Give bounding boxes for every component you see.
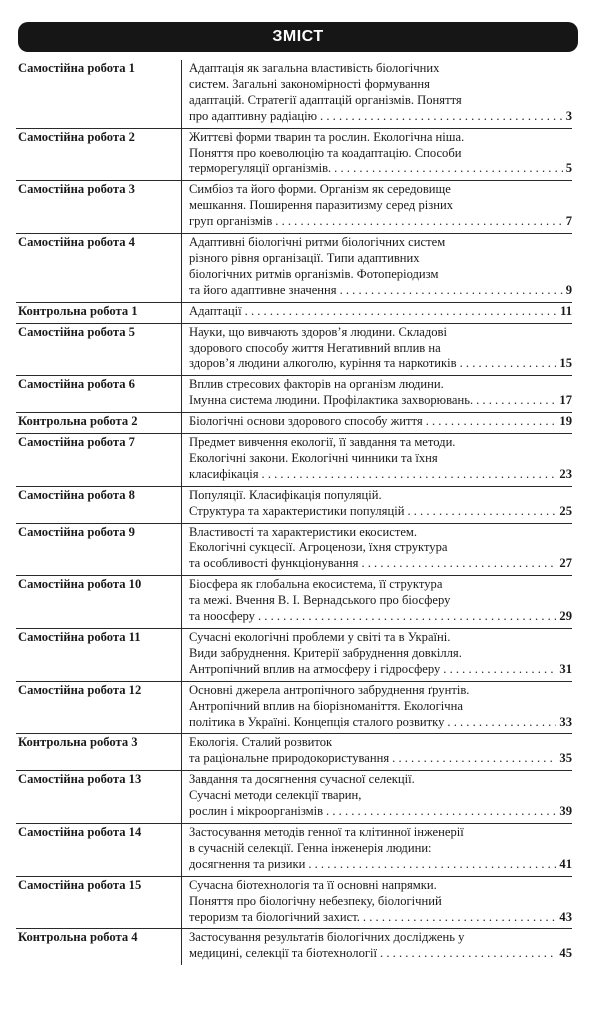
toc-entry (16, 181, 572, 234)
toc-entry-description (182, 523, 573, 576)
toc-description-last-line (189, 504, 572, 520)
toc-description-line: Популяції. Класифікація популяцій. (189, 487, 382, 502)
toc-description-line: Завдання та досягнення сучасної селекції. (189, 772, 415, 787)
dot-leader (447, 715, 556, 731)
toc-description-line: класифікація (189, 466, 259, 481)
toc-description-last-line (189, 109, 572, 125)
toc-description-line: Біосфера як глобальна екосистема, її структура (189, 577, 443, 592)
toc-description-last-line (189, 214, 572, 230)
dot-leader (245, 304, 557, 320)
toc-description-line: Предмет вивчення екології, її завдання та методи. (189, 435, 456, 450)
dot-leader (258, 609, 556, 625)
toc-description-last-line (189, 161, 572, 177)
dot-leader (363, 910, 556, 926)
toc-description-line: Екологічні закони. Екологічні чинники та їхня (189, 450, 438, 465)
dot-leader (275, 214, 562, 230)
toc-description-line: тероризм та біологічний захист. (189, 909, 360, 924)
toc-entry-label: Самостійна робота 6 (16, 376, 182, 413)
toc-description-line: про адаптивну радіацію (189, 108, 318, 123)
table-of-contents (16, 60, 572, 965)
toc-description-last-line (189, 609, 572, 625)
toc-entry (16, 302, 572, 323)
page-number: 11 (560, 303, 572, 318)
toc-description-line: здорового способу життя Негативний вплив на (189, 340, 441, 355)
toc-entry (16, 876, 572, 929)
toc-entry-description (182, 681, 573, 734)
toc-entry (16, 681, 572, 734)
toc-description-line: Екологічні сукцесії. Агроценози, їхня структура (189, 540, 448, 555)
dot-leader (380, 946, 556, 962)
toc-entry-description (182, 771, 573, 824)
page-number: 27 (559, 556, 572, 571)
toc-entry-description (182, 413, 573, 434)
toc-description-line: та межі. Вчення В. І. Вернадського про біосферу (189, 593, 451, 608)
toc-description-line: Адаптивні біологічні ритми біологічних систем (189, 235, 446, 250)
toc-entry (16, 128, 572, 181)
toc-entry-label: Самостійна робота 4 (16, 234, 182, 303)
toc-description-line: Сучасні методи селекції тварин, (189, 788, 362, 803)
toc-description-line: Поняття про коеволюцію та коадаптацію. Способи (189, 145, 462, 160)
toc-description-last-line (189, 356, 572, 372)
toc-description-last-line (189, 946, 572, 962)
toc-description-line: біологічних ритмів організмів. Фотоперіодизм (189, 266, 439, 281)
toc-description-last-line (189, 804, 572, 820)
toc-entry-label: Самостійна робота 1 (16, 60, 182, 128)
toc-entry (16, 413, 572, 434)
toc-description-line: медицині, селекції та біотехнології (189, 946, 378, 961)
toc-entry-description (182, 929, 573, 965)
toc-description-line: Сучасна біотехнологія та її основні напрямки. (189, 877, 437, 892)
dot-leader (361, 556, 556, 572)
page-number: 25 (559, 503, 572, 518)
toc-description-line: та його адаптивне значення (189, 282, 337, 297)
toc-entry (16, 823, 572, 876)
toc-entry (16, 523, 572, 576)
page-number: 3 (565, 108, 572, 123)
toc-entry-label: Контрольна робота 3 (16, 734, 182, 771)
toc-entry (16, 323, 572, 376)
toc-entry (16, 629, 572, 682)
toc-description-line: систем. Загальні закономірності формування (189, 76, 430, 91)
dot-leader (407, 504, 556, 520)
toc-description-line: терморегуляції організмів. (189, 161, 332, 176)
toc-entry-label: Самостійна робота 15 (16, 876, 182, 929)
toc-entry (16, 434, 572, 487)
toc-description-last-line (189, 467, 572, 483)
toc-entry-label: Самостійна робота 14 (16, 823, 182, 876)
toc-entry-label: Контрольна робота 4 (16, 929, 182, 965)
page-number: 31 (559, 661, 572, 676)
toc-description-line: Види забруднення. Критерії забруднення довкілля. (189, 645, 462, 660)
page-number: 7 (565, 214, 572, 229)
toc-description-line: політика в Україні. Концепція сталого розвитку (189, 714, 445, 729)
dot-leader (392, 751, 556, 767)
toc-entry-label: Самостійна робота 10 (16, 576, 182, 629)
toc-description-line: Екологія. Сталий розвиток (189, 735, 333, 750)
toc-description-line: Сучасні екологічні проблеми у світі та в Україні. (189, 630, 451, 644)
toc-description-line: Вплив стресових факторів на організм людини. (189, 377, 444, 392)
toc-entry-description (182, 734, 573, 771)
toc-entry (16, 234, 572, 303)
toc-description-line: Симбіоз та його форми. Організм як середовище (189, 182, 451, 197)
dot-leader (334, 161, 563, 177)
toc-entry-label: Самостійна робота 7 (16, 434, 182, 487)
page-number: 43 (559, 909, 572, 924)
toc-description-last-line (189, 414, 572, 430)
toc-description-last-line (189, 715, 572, 731)
toc-entry (16, 734, 572, 771)
toc-description-line: в сучасній селекції. Генна інженерія людини: (189, 840, 432, 855)
toc-description-line: та ноосферу (189, 609, 255, 624)
toc-description-line: адаптацій. Стратегії адаптацій організмів. Поняття (189, 92, 462, 107)
toc-entry-description (182, 823, 573, 876)
dot-leader (326, 804, 556, 820)
dot-leader (308, 857, 556, 873)
page-number: 41 (559, 856, 572, 871)
toc-description-line: Імунна система людини. Профілактика захворювань. (189, 393, 474, 408)
page-number: 23 (559, 466, 572, 481)
dot-leader (262, 467, 557, 483)
toc-description-line: Біологічні основи здорового способу життя (189, 414, 423, 429)
page-number: 19 (559, 414, 572, 429)
toc-entry-description (182, 434, 573, 487)
page-number: 39 (559, 804, 572, 819)
toc-description-line: Застосування методів генної та клітинної інженерії (189, 824, 464, 839)
toc-description-line: Життєві форми тварин та рослин. Екологічна ніша. (189, 129, 465, 144)
page-number: 45 (559, 946, 572, 961)
toc-entry-description (182, 302, 573, 323)
toc-description-last-line (189, 662, 572, 678)
toc-entry (16, 771, 572, 824)
toc-description-line: Адаптації (189, 303, 242, 318)
toc-entry-label: Контрольна робота 1 (16, 302, 182, 323)
toc-entry-description (182, 376, 573, 413)
toc-description-line: Антропічний вплив на біорізноманіття. Екологічна (189, 698, 463, 713)
toc-description-line: досягнення та ризики (189, 856, 306, 871)
toc-entry-label: Самостійна робота 5 (16, 323, 182, 376)
toc-description-line: мешкання. Поширення паразитизму серед різних (189, 198, 454, 213)
page-number: 35 (559, 751, 572, 766)
toc-entry-label: Самостійна робота 2 (16, 128, 182, 181)
page-title: ЗМІСТ (272, 28, 324, 45)
page-number: 29 (559, 609, 572, 624)
toc-entry-label: Самостійна робота 3 (16, 181, 182, 234)
toc-entry-description (182, 629, 573, 682)
toc-entry (16, 60, 572, 128)
toc-entry-label: Самостійна робота 12 (16, 681, 182, 734)
toc-entry (16, 576, 572, 629)
toc-entry (16, 486, 572, 523)
dot-leader (476, 393, 556, 409)
dot-leader (320, 109, 563, 125)
toc-entry-description (182, 234, 573, 303)
page-number: 33 (559, 714, 572, 729)
toc-entry-description (182, 60, 573, 128)
dot-leader (426, 414, 557, 430)
toc-description-line: Науки, що вивчають здоров’я людини. Складові (189, 324, 447, 339)
toc-description-line: Поняття про біологічну небезпеку, біологічний (189, 893, 442, 908)
dot-leader (340, 283, 563, 299)
toc-description-last-line (189, 304, 572, 320)
toc-description-line: різного рівня організації. Типи адаптивних (189, 250, 420, 265)
dot-leader (460, 356, 557, 372)
page-number: 9 (565, 282, 572, 297)
toc-description-line: Структура та характеристики популяцій (189, 503, 405, 518)
toc-entry-label: Самостійна робота 13 (16, 771, 182, 824)
toc-description-line: здоров’я людини алкоголю, куріння та наркотиків (189, 356, 457, 371)
toc-description-line: та особливості функціонування (189, 556, 359, 571)
toc-description-line: груп організмів (189, 214, 273, 229)
toc-description-line: Властивості та характеристики екосистем. (189, 524, 418, 539)
toc-description-line: Основні джерела антропічного забруднення ґрунтів. (189, 682, 470, 697)
toc-description-last-line (189, 751, 572, 767)
toc-entry-description (182, 876, 573, 929)
toc-description-last-line (189, 910, 572, 926)
contents-header (18, 22, 578, 52)
toc-entry-label: Самостійна робота 9 (16, 523, 182, 576)
toc-entry-description (182, 181, 573, 234)
toc-entry (16, 929, 572, 965)
page-number: 17 (559, 393, 572, 408)
toc-description-line: рослин і мікроорганізмів (189, 804, 324, 819)
toc-description-last-line (189, 283, 572, 299)
toc-entry-description (182, 486, 573, 523)
toc-entry-label: Самостійна робота 11 (16, 629, 182, 682)
toc-description-last-line (189, 393, 572, 409)
toc-entry-description (182, 128, 573, 181)
toc-entry-description (182, 576, 573, 629)
toc-entry-description (182, 323, 573, 376)
toc-description-line: Адаптація як загальна властивість біологічних (189, 61, 440, 75)
page-number: 5 (565, 161, 572, 176)
toc-description-line: Антропічний вплив на атмосферу і гідросферу (189, 661, 441, 676)
toc-description-last-line (189, 857, 572, 873)
toc-description-line: та раціональне природокористування (189, 751, 390, 766)
page-number: 15 (559, 356, 572, 371)
toc-entry (16, 376, 572, 413)
toc-description-line: Застосування результатів біологічних досліджень у (189, 930, 465, 945)
toc-description-last-line (189, 556, 572, 572)
toc-entry-label: Самостійна робота 8 (16, 486, 182, 523)
toc-entry-label: Контрольна робота 2 (16, 413, 182, 434)
dot-leader (443, 662, 556, 678)
